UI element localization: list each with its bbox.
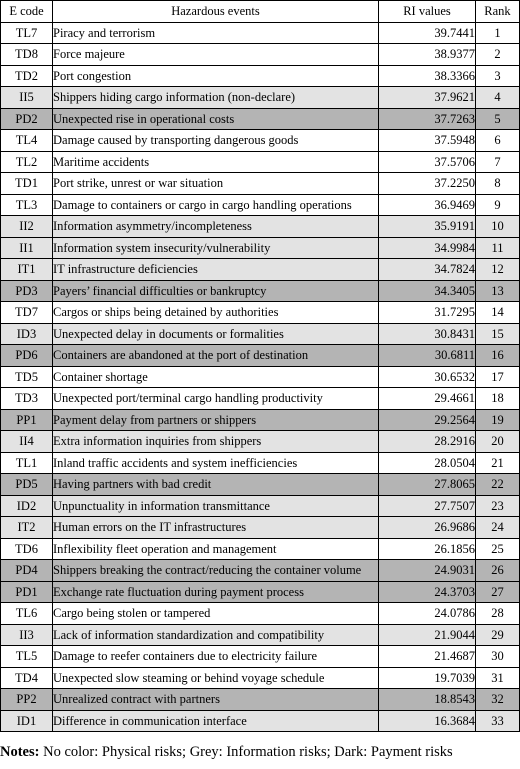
cell-rank: 17 (476, 366, 520, 388)
cell-ri-value: 37.5948 (379, 130, 476, 152)
table-row (1, 87, 520, 109)
notes-text: No color: Physical risks; Grey: Information risks; Dark: Payment risks (39, 744, 453, 760)
cell-e-code: PP1 (1, 409, 53, 431)
cell-rank: 19 (476, 409, 520, 431)
table-row (1, 689, 520, 711)
cell-e-code: TD7 (1, 302, 53, 324)
cell-rank: 11 (476, 237, 520, 259)
table-row (1, 517, 520, 539)
cell-rank: 9 (476, 194, 520, 216)
cell-rank: 22 (476, 474, 520, 496)
cell-rank: 29 (476, 624, 520, 646)
cell-hazardous-event: Extra information inquiries from shippers (53, 431, 379, 453)
cell-hazardous-event: Force majeure (53, 44, 379, 66)
table-row (1, 151, 520, 173)
cell-ri-value: 27.8065 (379, 474, 476, 496)
cell-hazardous-event: Having partners with bad credit (53, 474, 379, 496)
cell-hazardous-event: Information asymmetry/incompleteness (53, 216, 379, 238)
cell-ri-value: 30.6811 (379, 345, 476, 367)
cell-hazardous-event: IT infrastructure deficiencies (53, 259, 379, 281)
cell-ri-value: 35.9191 (379, 216, 476, 238)
cell-rank: 4 (476, 87, 520, 109)
cell-e-code: ID2 (1, 495, 53, 517)
cell-e-code: TL1 (1, 452, 53, 474)
cell-ri-value: 27.7507 (379, 495, 476, 517)
cell-ri-value: 34.7824 (379, 259, 476, 281)
cell-ri-value: 26.1856 (379, 538, 476, 560)
cell-rank: 13 (476, 280, 520, 302)
cell-hazardous-event: Unexpected port/terminal cargo handling productivity (53, 388, 379, 410)
cell-rank: 12 (476, 259, 520, 281)
cell-hazardous-event: Damage to containers or cargo in cargo handling operations (53, 194, 379, 216)
table-row (1, 474, 520, 496)
cell-ri-value: 31.7295 (379, 302, 476, 324)
cell-rank: 10 (476, 216, 520, 238)
table-notes (0, 744, 453, 761)
cell-e-code: TD3 (1, 388, 53, 410)
table-row (1, 194, 520, 216)
cell-rank: 2 (476, 44, 520, 66)
cell-hazardous-event: Unexpected rise in operational costs (53, 108, 379, 130)
cell-rank: 20 (476, 431, 520, 453)
header-row (1, 1, 520, 23)
header-hazardous-events: Hazardous events (53, 1, 379, 23)
cell-e-code: TL4 (1, 130, 53, 152)
cell-e-code: II3 (1, 624, 53, 646)
cell-ri-value: 24.3703 (379, 581, 476, 603)
cell-rank: 14 (476, 302, 520, 324)
cell-e-code: II1 (1, 237, 53, 259)
cell-rank: 3 (476, 65, 520, 87)
cell-e-code: PD6 (1, 345, 53, 367)
table-row (1, 280, 520, 302)
cell-ri-value: 39.7441 (379, 22, 476, 44)
table-row (1, 603, 520, 625)
cell-ri-value: 36.9469 (379, 194, 476, 216)
cell-rank: 33 (476, 710, 520, 732)
cell-rank: 24 (476, 517, 520, 539)
cell-ri-value: 21.4687 (379, 646, 476, 668)
cell-ri-value: 24.9031 (379, 560, 476, 582)
table-row (1, 366, 520, 388)
cell-hazardous-event: Container shortage (53, 366, 379, 388)
table-header (1, 1, 520, 23)
notes-label: Notes: (0, 744, 40, 760)
cell-e-code: TD6 (1, 538, 53, 560)
cell-rank: 7 (476, 151, 520, 173)
cell-hazardous-event: Inflexibility fleet operation and management (53, 538, 379, 560)
cell-ri-value: 37.9621 (379, 87, 476, 109)
cell-hazardous-event: Cargo being stolen or tampered (53, 603, 379, 625)
table-body (1, 22, 520, 732)
cell-ri-value: 24.0786 (379, 603, 476, 625)
table-row (1, 65, 520, 87)
cell-ri-value: 19.7039 (379, 667, 476, 689)
cell-rank: 15 (476, 323, 520, 345)
cell-hazardous-event: Piracy and terrorism (53, 22, 379, 44)
cell-hazardous-event: Shippers breaking the contract/reducing the container volume (53, 560, 379, 582)
table-row (1, 108, 520, 130)
cell-hazardous-event: Damage caused by transporting dangerous goods (53, 130, 379, 152)
cell-hazardous-event: Port strike, unrest or war situation (53, 173, 379, 195)
cell-hazardous-event: Difference in communication interface (53, 710, 379, 732)
cell-ri-value: 16.3684 (379, 710, 476, 732)
cell-hazardous-event: Unexpected delay in documents or formalities (53, 323, 379, 345)
cell-ri-value: 30.6532 (379, 366, 476, 388)
table-row (1, 624, 520, 646)
table-row (1, 452, 520, 474)
cell-e-code: TD2 (1, 65, 53, 87)
table-row (1, 667, 520, 689)
table-row (1, 237, 520, 259)
cell-hazardous-event: Unexpected slow steaming or behind voyage schedule (53, 667, 379, 689)
cell-ri-value: 34.9984 (379, 237, 476, 259)
cell-rank: 1 (476, 22, 520, 44)
cell-e-code: II5 (1, 87, 53, 109)
cell-ri-value: 38.3366 (379, 65, 476, 87)
cell-hazardous-event: Port congestion (53, 65, 379, 87)
header-ri-values: RI values (379, 1, 476, 23)
cell-hazardous-event: Lack of information standardization and compatibility (53, 624, 379, 646)
cell-ri-value: 29.4661 (379, 388, 476, 410)
cell-ri-value: 28.0504 (379, 452, 476, 474)
cell-e-code: TD8 (1, 44, 53, 66)
table-row (1, 710, 520, 732)
cell-ri-value: 28.2916 (379, 431, 476, 453)
cell-e-code: TD4 (1, 667, 53, 689)
cell-hazardous-event: Maritime accidents (53, 151, 379, 173)
cell-rank: 8 (476, 173, 520, 195)
cell-rank: 5 (476, 108, 520, 130)
cell-e-code: ID3 (1, 323, 53, 345)
cell-rank: 27 (476, 581, 520, 603)
cell-ri-value: 38.9377 (379, 44, 476, 66)
cell-hazardous-event: Information system insecurity/vulnerability (53, 237, 379, 259)
header-rank: Rank (476, 1, 520, 23)
cell-e-code: TL3 (1, 194, 53, 216)
cell-e-code: PD5 (1, 474, 53, 496)
cell-rank: 32 (476, 689, 520, 711)
cell-hazardous-event: Payment delay from partners or shippers (53, 409, 379, 431)
cell-e-code: IT1 (1, 259, 53, 281)
table-row (1, 302, 520, 324)
cell-ri-value: 37.2250 (379, 173, 476, 195)
table-row (1, 323, 520, 345)
cell-e-code: PD1 (1, 581, 53, 603)
cell-hazardous-event: Containers are abandoned at the port of destination (53, 345, 379, 367)
cell-rank: 28 (476, 603, 520, 625)
cell-e-code: PD4 (1, 560, 53, 582)
cell-e-code: PP2 (1, 689, 53, 711)
cell-rank: 21 (476, 452, 520, 474)
cell-hazardous-event: Human errors on the IT infrastructures (53, 517, 379, 539)
table-row (1, 130, 520, 152)
table-row (1, 173, 520, 195)
cell-hazardous-event: Inland traffic accidents and system inefficiencies (53, 452, 379, 474)
cell-e-code: TD1 (1, 173, 53, 195)
cell-e-code: ID1 (1, 710, 53, 732)
cell-hazardous-event: Payers’ financial difficulties or bankruptcy (53, 280, 379, 302)
cell-ri-value: 37.7263 (379, 108, 476, 130)
table-row (1, 22, 520, 44)
cell-rank: 25 (476, 538, 520, 560)
table-row (1, 409, 520, 431)
cell-e-code: II4 (1, 431, 53, 453)
cell-e-code: IT2 (1, 517, 53, 539)
cell-e-code: II2 (1, 216, 53, 238)
cell-ri-value: 18.8543 (379, 689, 476, 711)
cell-hazardous-event: Shippers hiding cargo information (non-declare) (53, 87, 379, 109)
table-row (1, 560, 520, 582)
cell-ri-value: 34.3405 (379, 280, 476, 302)
cell-rank: 23 (476, 495, 520, 517)
cell-rank: 31 (476, 667, 520, 689)
cell-rank: 16 (476, 345, 520, 367)
cell-ri-value: 29.2564 (379, 409, 476, 431)
table-row (1, 388, 520, 410)
table-row (1, 431, 520, 453)
table-row (1, 345, 520, 367)
cell-ri-value: 30.8431 (379, 323, 476, 345)
table-row (1, 44, 520, 66)
cell-hazardous-event: Damage to reefer containers due to electricity failure (53, 646, 379, 668)
table-row (1, 538, 520, 560)
cell-rank: 18 (476, 388, 520, 410)
table-row (1, 646, 520, 668)
cell-hazardous-event: Unpunctuality in information transmittance (53, 495, 379, 517)
cell-rank: 6 (476, 130, 520, 152)
cell-e-code: PD2 (1, 108, 53, 130)
cell-hazardous-event: Exchange rate fluctuation during payment process (53, 581, 379, 603)
cell-rank: 30 (476, 646, 520, 668)
cell-ri-value: 26.9686 (379, 517, 476, 539)
cell-e-code: TL2 (1, 151, 53, 173)
cell-e-code: TL7 (1, 22, 53, 44)
header-e-code: E code (1, 1, 53, 23)
cell-e-code: PD3 (1, 280, 53, 302)
table-row (1, 581, 520, 603)
cell-hazardous-event: Cargos or ships being detained by authorities (53, 302, 379, 324)
table-row (1, 259, 520, 281)
cell-ri-value: 21.9044 (379, 624, 476, 646)
cell-e-code: TL6 (1, 603, 53, 625)
cell-hazardous-event: Unrealized contract with partners (53, 689, 379, 711)
cell-rank: 26 (476, 560, 520, 582)
cell-e-code: TD5 (1, 366, 53, 388)
cell-ri-value: 37.5706 (379, 151, 476, 173)
table-row (1, 495, 520, 517)
cell-e-code: TL5 (1, 646, 53, 668)
table-row (1, 216, 520, 238)
